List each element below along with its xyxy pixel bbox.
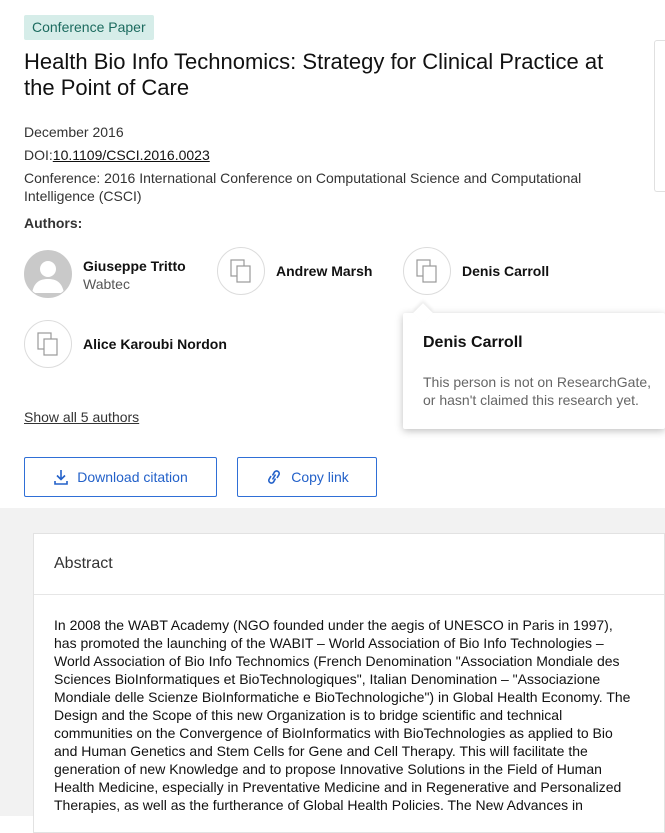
authors-label: Authors: bbox=[24, 215, 83, 231]
tooltip-message: This person is not on ResearchGate, or hasn't claimed this research yet. bbox=[423, 374, 652, 408]
author-card-andrew-marsh[interactable] bbox=[217, 247, 387, 295]
author-affiliation: Wabtec bbox=[83, 276, 130, 292]
page-title: Health Bio Info Technomics: Strategy for Clinical Practice at the Point of Care bbox=[24, 49, 604, 100]
avatar bbox=[24, 250, 72, 298]
avatar bbox=[403, 247, 451, 295]
avatar bbox=[217, 247, 265, 295]
link-icon bbox=[265, 470, 283, 484]
placeholder-avatar-icon bbox=[218, 248, 264, 294]
download-citation-button[interactable] bbox=[24, 457, 217, 497]
side-panel-edge bbox=[654, 40, 665, 192]
publication-date: December 2016 bbox=[24, 124, 124, 140]
copy-link-label: Copy link bbox=[291, 469, 349, 485]
conference-info: Conference: 2016 International Conference on Computational Science and Computational Intelligence (CSCI) bbox=[24, 170, 582, 204]
copy-link-button[interactable] bbox=[237, 457, 377, 497]
show-all-authors-link[interactable]: Show all 5 authors bbox=[24, 409, 140, 425]
author-name[interactable]: Denis Carroll bbox=[462, 263, 550, 279]
author-card-giuseppe-tritto[interactable] bbox=[24, 250, 204, 298]
abstract-card bbox=[33, 533, 665, 833]
doi-label: DOI: bbox=[24, 147, 53, 163]
abstract-header bbox=[34, 534, 664, 595]
abstract-heading: Abstract bbox=[54, 555, 113, 572]
placeholder-avatar-icon bbox=[25, 321, 71, 367]
person-silhouette-icon bbox=[25, 251, 71, 297]
avatar bbox=[24, 320, 72, 368]
author-card-denis-carroll[interactable] bbox=[403, 247, 573, 295]
download-citation-label: Download citation bbox=[77, 469, 188, 485]
placeholder-avatar-icon bbox=[404, 248, 450, 294]
tooltip-author-name: Denis Carroll bbox=[423, 334, 523, 351]
author-name[interactable]: Andrew Marsh bbox=[276, 263, 373, 279]
download-icon bbox=[53, 469, 69, 485]
author-name[interactable]: Giuseppe Tritto bbox=[83, 258, 186, 274]
author-card-alice-karoubi-nordon[interactable] bbox=[24, 320, 244, 368]
abstract-text: In 2008 the WABT Academy (NGO founded under the aegis of UNESCO in Paris in 1997), has promoted the launching of the WABIT – World Association of Bio Info Technologies – World Association of Bio Info Technomics (French Denomination "Association Mondiale des Sciences BioInformatiques et BioTechnologiques", Italian Denomination – "Associazione Mondiale delle Scienze BioInformatiche e BioTechnologiche") in Global Health Economy. The Design and the Scope of this new Organization is to bridge scientific and technical communities on the Convergence of BioInformatics with BioTechnologies as applied to Bio and Human Genetics and Stem Cells for Gene and Cell Therapy. This will facilitate the generation of new Knowledge and to propose Innovative Solutions in the Field of Human Health Medicine, especially in Preventative Medicine and in Regenerative and Personalized Therapies, as well as the furtherance of Global Health Policies. The New Advances in bbox=[54, 617, 631, 813]
author-name[interactable]: Alice Karoubi Nordon bbox=[83, 336, 227, 352]
publication-type-badge: Conference Paper bbox=[24, 15, 154, 40]
doi-link[interactable]: 10.1109/CSCI.2016.0023 bbox=[52, 147, 210, 163]
doi-line bbox=[24, 146, 210, 164]
author-tooltip bbox=[403, 313, 665, 429]
